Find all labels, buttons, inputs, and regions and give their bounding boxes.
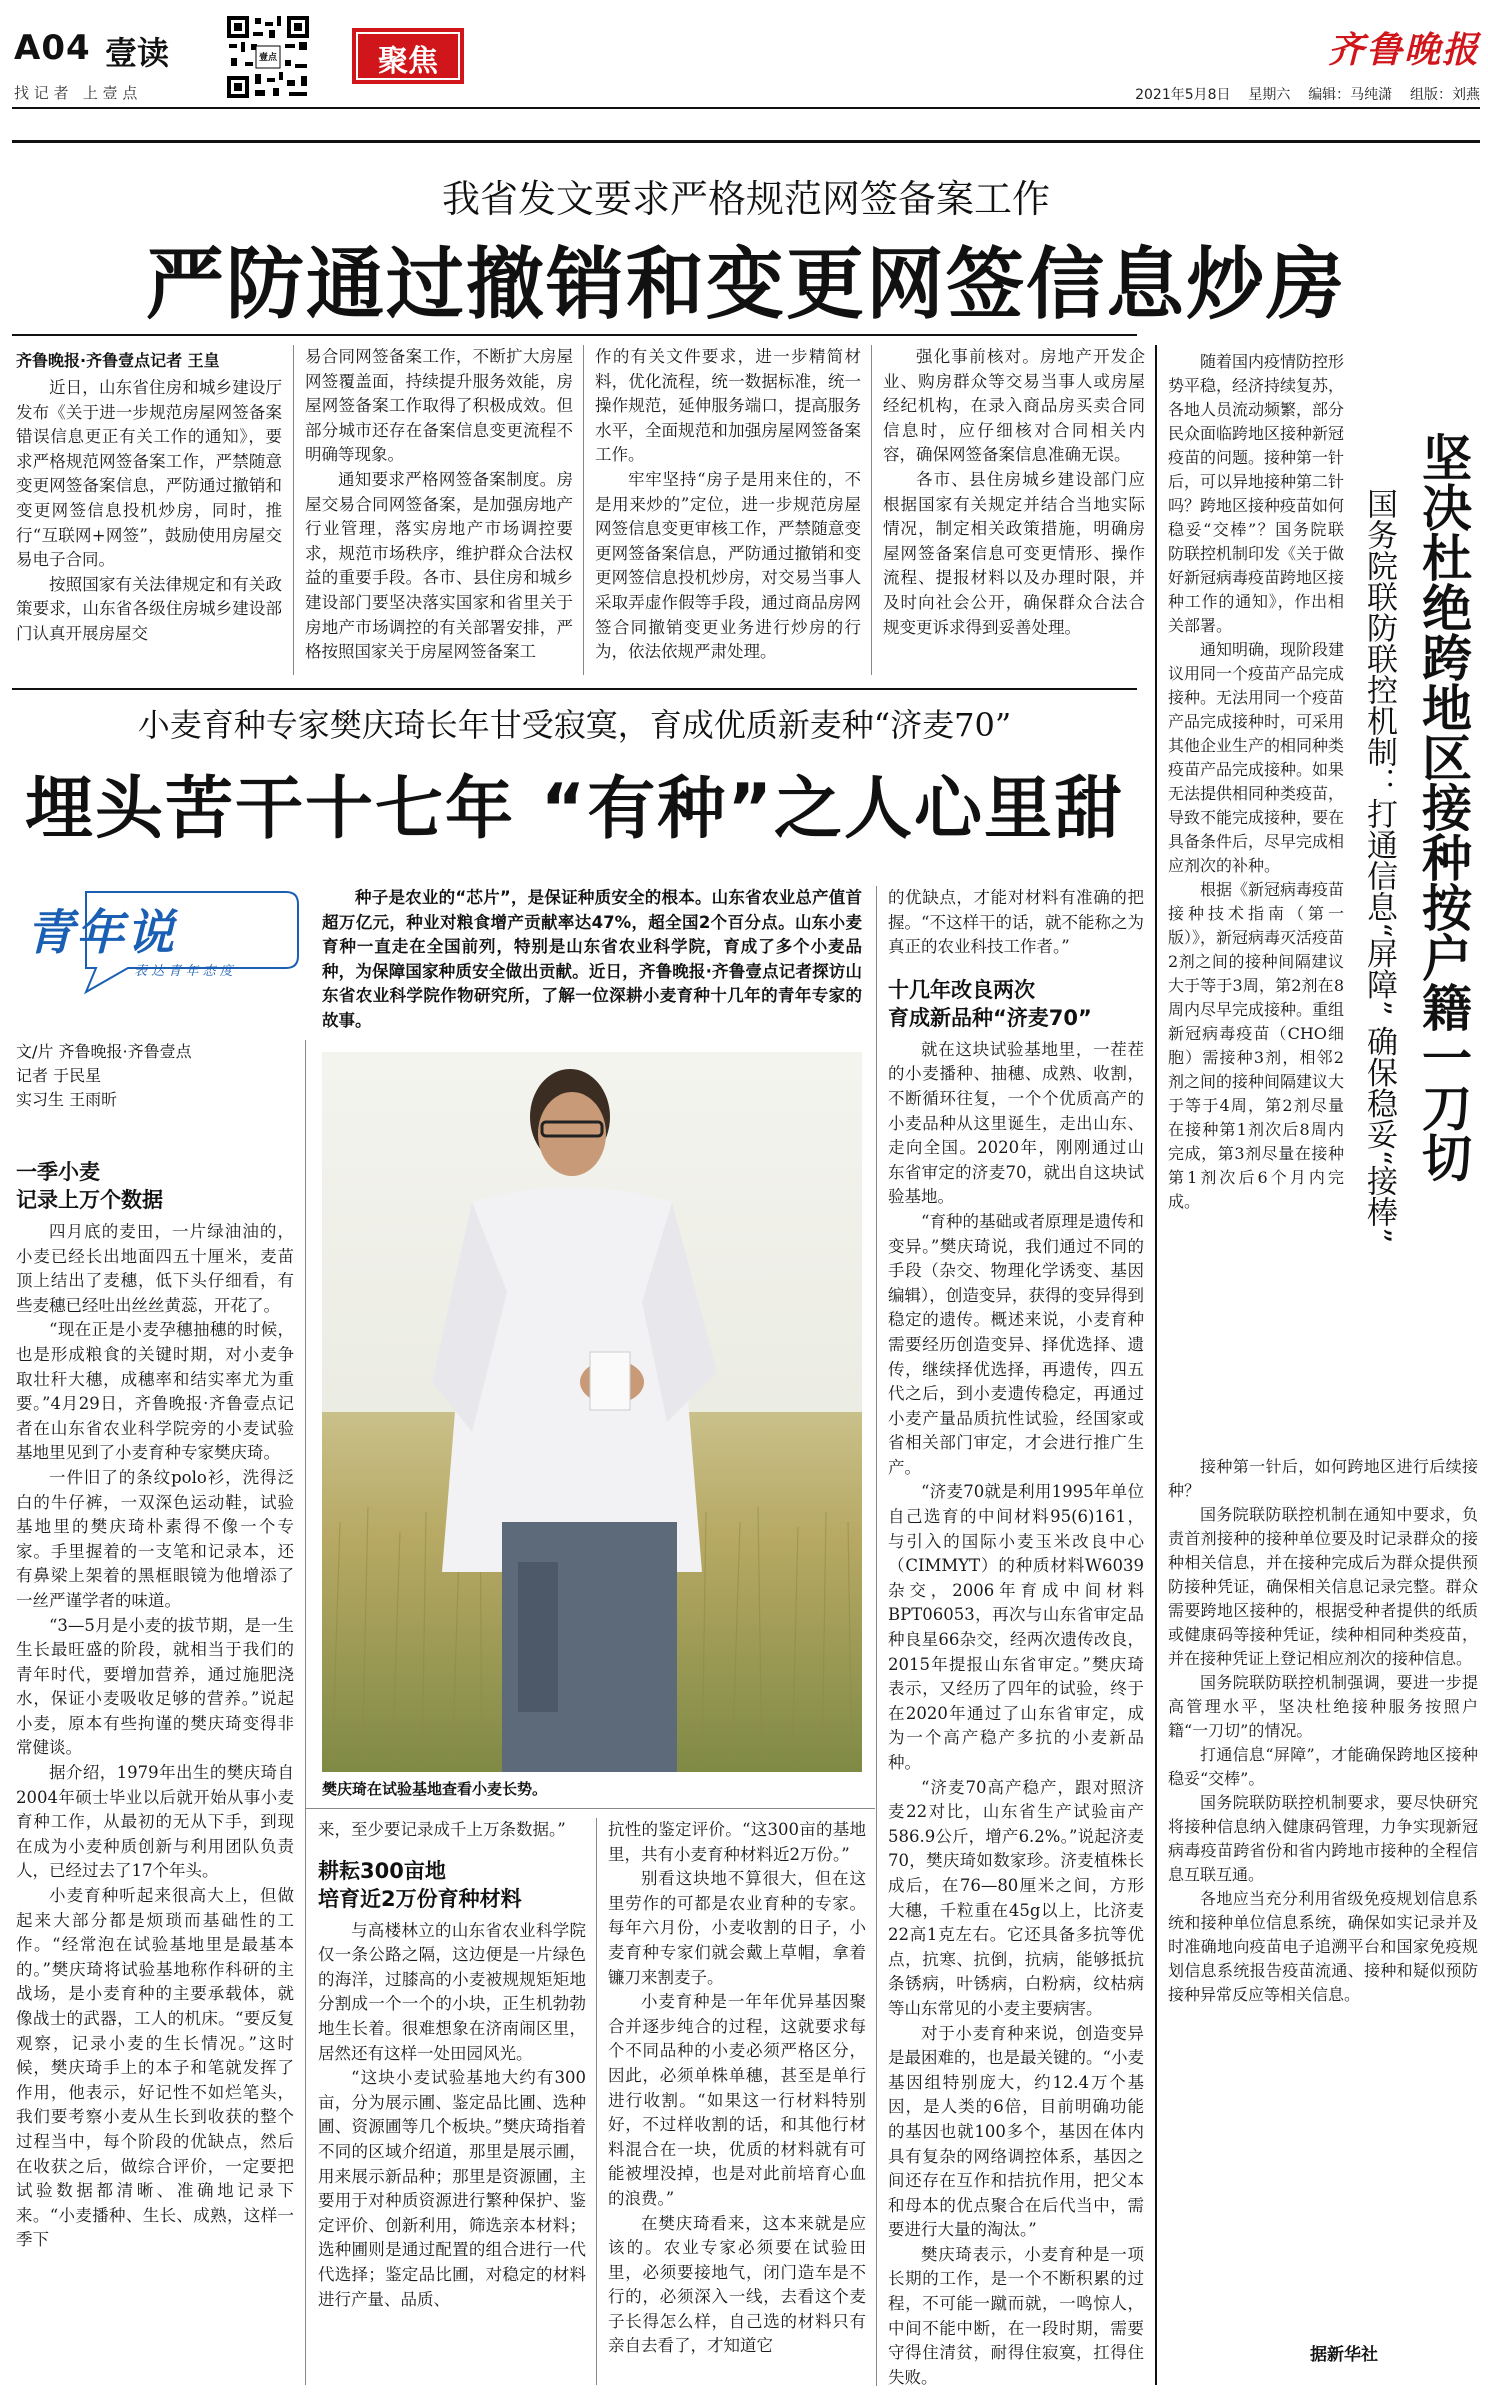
section-name: 壹读 xyxy=(105,34,170,72)
paragraph: 通知明确，现阶段建议用同一个疫苗产品完成接种。无法用同一个疫苗产品完成接种时，可采用其他企业生产的相同种类疫苗产品完成接种。如果无法提供相同种类疫苗，导致不能完成接种，要在具备条件后，尽早完成相应剂次的补种。 xyxy=(1168,640,1345,875)
credit-line: 文/片 齐鲁晚报·齐鲁壹点 xyxy=(16,1042,192,1061)
column-divider xyxy=(305,1040,306,2385)
paragraph: 抗性的鉴定评价。“这300亩的基地里，共有小麦育种材料近2万份。” xyxy=(608,1820,866,1864)
article1-col1 xyxy=(16,376,282,676)
paragraph: 四月底的麦田，一片绿油油的，小麦已经长出地面四五十厘米，麦苗顶上结出了麦穗，低下头仔细看，有些麦穗已经吐出丝丝黄蕊，开花了。 xyxy=(16,1222,294,1315)
article3-text-lower xyxy=(1168,1455,1478,2335)
article3-headline: 坚决杜绝跨地区接种按户籍一刀切 xyxy=(1414,432,1472,1182)
column-divider xyxy=(293,345,294,675)
article2-col-d xyxy=(888,886,1144,2386)
paragraph: 接种第一针后，如何跨地区进行后续接种？ xyxy=(1168,1457,1478,1500)
subhead-three: 十几年改良两次 育成新品种“济麦70” xyxy=(888,977,1092,1030)
paragraph: 打通信息“屏障”，才能确保跨地区接种稳妥“交棒”。 xyxy=(1168,1745,1478,1788)
paragraph: “育种的基础或者原理是遗传和变异。”樊庆琦说，我们通过不同的手段（杂交、物理化学诱变、基因编辑），创造变异，获得的变异得到稳定的遗传。概述来说，小麦育种需要经历创造变异、择优选择、遗传，继续择优选择，再遗传，四五代之后，到小麦遗传稳定，再通过小麦产量品质抗性试验，经国家或省相关部门审定，才会进行推广生产。 xyxy=(888,1211,1144,1477)
paragraph: 据介绍，1979年出生的樊庆琦自2004年硕士毕业以后就开始从事小麦育种工作，从最初的无从下手，到现在成为小麦种质创新与利用团队负责人，已经过去了17个年头。 xyxy=(16,1763,294,1881)
article3-left-rule xyxy=(1155,345,1157,2385)
issue-weekday: 星期六 xyxy=(1248,87,1291,103)
paragraph: 作的有关文件要求，进一步精简材料，优化流程，统一数据标准，统一操作规范，延伸服务端口，提高服务水平，全面规范和加强房屋网签备案工作。 xyxy=(595,347,861,465)
paragraph: 近日，山东省住房和城乡建设厅发布《关于进一步规范房屋网签备案错误信息更正有关工作的通知》，要求严格规范网签备案工作，严禁随意变更网签备案信息，严防通过撤销和变更网签信息投机炒房，同时，推行“互联网+网签”，鼓励使用房屋交易电子合同。 xyxy=(16,378,282,570)
photo-caption: 樊庆琦在试验基地查看小麦长势。 xyxy=(322,1780,548,1798)
paragraph: 牢牢坚持“房子是用来住的，不是用来炒的”定位，进一步规范房屋网签信息变更审核工作，严禁随意变更网签备案信息，严防通过撤销和变更网签信息投机炒房，对交易当事人采取弄虚作假等手段，通过商品房网签合同撤销变更业务进行炒房的行为，依法依规严肃处理。 xyxy=(595,469,861,662)
article2-col-a xyxy=(16,1148,294,2388)
subhead-two: 耕耘300亩地 培育近2万份育种材料 xyxy=(318,1858,522,1911)
credit-line: 实习生 王雨昕 xyxy=(16,1090,118,1109)
paragraph: 易合同网签备案工作，不断扩大房屋网签覆盖面，持续提升服务效能，房屋网签备案工作取得了积极成效。但部分城市还存在备案信息变更流程不明确等现象。 xyxy=(305,347,573,465)
youth-talk-subtitle: 表 达 青 年 态 度 xyxy=(134,964,233,979)
col-d2-text xyxy=(888,1038,1144,2387)
article1-col4 xyxy=(883,345,1145,675)
article2-credits xyxy=(16,1040,306,1112)
article1-byline: 齐鲁晚报·齐鲁壹点记者 王皇 xyxy=(16,351,220,370)
article1-kicker: 我省发文要求严格规范网签备案工作 xyxy=(441,177,1050,221)
paragraph: “现在正是小麦孕穗抽穗的时候，也是形成粮食的关键时期，对小麦争取壮秆大穗，成穗率和结实率尤为重要。”4月29日，齐鲁晚报·齐鲁壹点记者在山东省农业科学院旁的小麦试验基地里见到了小麦育种专家樊庆琦。 xyxy=(16,1320,294,1463)
masthead-rule-thick xyxy=(12,140,1480,143)
paragraph: 小麦育种听起来很高大上，但做起来大部分都是烦琐而基础性的工作。“经常泡在试验基地里是最基本的。”樊庆琦将试验基地称作科研的主战场，是小麦育种的主要承载体，就像战士的武器，工人的机床。“要反复观察，记录小麦的生长情况。”这时候，樊庆琦手上的本子和笔就发挥了作用，他表示，好记性不如烂笔头，我们要考察小麦从生长到收获的整个过程当中，每个阶段的优缺点，然后在收获之后，做综合评价，一定要把试验数据都清晰、准确地记录下来。“小麦播种、生长、成熟，这样一季下 xyxy=(16,1886,294,2250)
paragraph: 在樊庆琦看来，这本来就是应该的。农业专家必须要在试验田里，必须要接地气，闭门造车是不行的，必须深入一线，去看这个麦子长得怎么样，自己选的材料只有亲自去看了，才知道它 xyxy=(608,2213,866,2356)
photo-caption-rule xyxy=(305,1808,875,1809)
youth-talk-logo xyxy=(16,880,306,995)
issue-date: 2021年5月8日 xyxy=(1135,87,1231,103)
paragraph: 樊庆琦表示，小麦育种是一项长期的工作，是一个不断积累的过程，不可能一蹴而就，一鸣惊人，中间不能中断，在一段时期，需要守得住清贫，耐得住寂寞，扛得住失败。 xyxy=(888,2244,1144,2387)
paragraph: 小麦育种是一年年优异基因聚合并逐步纯合的过程，这就要求每个不同品种的小麦必须严格区分，因此，必须单株单穗，甚至是单行进行收割。“如果这一行材料特别好，不过样收割的话，和其他行材料混合在一块，优质的材料就有可能被埋没掉，也是对此前培育心血的浪费。” xyxy=(608,1992,866,2208)
column-divider xyxy=(871,345,872,675)
col-d1-text xyxy=(888,886,1144,960)
article1-col3 xyxy=(595,345,861,675)
section-tag-label: 聚焦 xyxy=(378,44,438,79)
column-divider xyxy=(596,1818,597,2385)
article3-text-upper xyxy=(1168,350,1344,1455)
paragraph: 国务院联防联控机制要求，要尽快研究将接种信息纳入健康码管理，力争实现新冠病毒疫苗跨省份和省内跨地市接种的全程信息互联互通。 xyxy=(1168,1793,1478,1884)
article2-top-rule xyxy=(12,688,1137,690)
newspaper-logo: 齐鲁晚报 xyxy=(1327,29,1480,71)
paragraph: 各地应当充分利用省级免疫规划信息系统和接种单位信息系统，确保如实记录并及时准确地向疫苗电子追溯平台和国家免疫规划信息系统报告疫苗流通、接种和疑似预防接种异常反应等相关信息。 xyxy=(1168,1889,1478,2004)
editor-credit: 编辑：马纯潇 xyxy=(1308,87,1393,103)
paragraph: 根据《新冠病毒疫苗接种技术指南（第一版）》，新冠病毒灭活疫苗2剂之间的接种间隔建议大于等于3周，第2剂在8周内尽早完成接种。重组新冠病毒疫苗（CHO细胞）需接种3剂，相邻2剂之间的接种间隔建议大于等于4周，第2剂尽量在接种第1剂次后8周内完成，第3剂尽量在接种第1剂次后6个月内完成。 xyxy=(1168,880,1345,1211)
paragraph: 国务院联防联控机制在通知中要求，负责首剂接种的接种单位要及时记录群众的接种相关信息，并在接种完成后为群众提供预防接种凭证，确保相关信息记录完整。群众需要跨地区接种的，根据受种者提供的纸质或健康码等接种凭证，续种相同种类疫苗，并在接种凭证上登记相应剂次的接种信息。 xyxy=(1168,1505,1478,1668)
masthead xyxy=(0,0,1488,120)
wheat-field-photo xyxy=(322,1052,862,1772)
paragraph: “这块小麦试验基地大约有300亩，分为展示圃、鉴定品比圃、选种圃、资源圃等几个板块。”樊庆琦指着不同的区域介绍道，那里是展示圃，用来展示新品种；那里是资源圃，主要用于对种质资源进行繁种保护、鉴定评价、创新利用，筛选亲本材料；选种圃则是通过配置的组合进行一代代选择；鉴定品比圃，对稳定的材料进行产量、品质、 xyxy=(318,2068,586,2309)
masthead-rule xyxy=(12,107,1480,109)
article1-rule xyxy=(12,334,1137,336)
section-tag xyxy=(352,28,464,84)
slogan: 找 记 者 上 壹 点 xyxy=(14,84,138,102)
paragraph: 别看这块地不算很大，但在这里劳作的可都是农业育种的专家。每年六月份，小麦收割的日子，小麦育种专家们就会戴上草帽，拿着镰刀来割麦子。 xyxy=(608,1869,866,1987)
article3-source: 据新华社 xyxy=(1310,2345,1378,2365)
paragraph: “3—5月是小麦的拔节期，是一生生长最旺盛的阶段，就相当于我们的青年时代，要增加营养，通过施肥浇水，保证小麦吸收足够的营养。”说起小麦，原本有些拘谨的樊庆琦变得非常健谈。 xyxy=(16,1615,294,1758)
column-divider xyxy=(583,345,584,675)
paragraph: 按照国家有关法律规定和有关政策要求，山东省各级住房城乡建设部门认真开展房屋交 xyxy=(16,574,282,643)
qr-label: 壹点 xyxy=(258,53,277,63)
paragraph: 就在这块试验基地里，一茬茬的小麦播种、抽穗、成熟、收割，不断循环往复，一个个优质高产的小麦品种从这里诞生，走出山东、走向全国。2020年，刚刚通过山东省审定的济麦70，就出自这块试验基地。 xyxy=(888,1039,1144,1207)
paragraph: 来，至少要记录成千上万条数据。” xyxy=(318,1820,566,1839)
article2-col-c xyxy=(608,1818,866,2388)
paragraph: 国务院联防联控机制强调，要进一步提高管理水平，坚决杜绝接种服务按照户籍“一刀切”的情况。 xyxy=(1168,1673,1478,1740)
paragraph: 通知要求严格网签备案制度。房屋交易合同网签备案，是加强房地产行业管理，落实房地产市场调控要求，规范市场秩序，维护群众合法权益的重要手段。各市、县住房和城乡建设部门要坚决落实国家和省里关于房地产市场调控的有关部署安排，严格按照国家关于房屋网签备案工 xyxy=(305,469,573,662)
paragraph: 对于小麦育种来说，创造变异是最困难的，也是最关键的。“小麦基因组特别庞大，约12.4万个基因，是人类的6倍，目前明确功能的基因也就100多个，基因在体内具有复杂的网络调控体系，基因之间还存在互作和拮抗作用，把父本和母本的优点聚合在后代当中，需要进行大量的淘汰。” xyxy=(888,2023,1144,2240)
col-b2-text xyxy=(318,1919,586,2339)
issue-info xyxy=(1096,84,1480,104)
col-a-text xyxy=(16,1220,294,2370)
subhead-one: 一季小麦 记录上万个数据 xyxy=(16,1160,163,1212)
article2-col-b xyxy=(318,1818,586,2388)
paragraph: 强化事前核对。房地产开发企业、购房群众等交易当事人或房屋经纪机构，在录入商品房买卖合同信息时，应仔细核对合同相关内容，确保网签备案信息准确无误。 xyxy=(883,347,1145,465)
paragraph: 各市、县住房城乡建设部门应根据国家有关规定并结合当地实际情况，制定相关政策措施，明确房屋网签备案信息可变更情形、操作流程、提报材料以及办理时限，并及时向社会公开，确保群众合法合规变更诉求得到妥善处理。 xyxy=(883,469,1145,637)
column-divider xyxy=(876,886,877,2386)
paragraph: 一件旧了的条纹polo衫，洗得泛白的牛仔裤，一双深色运动鞋，试验基地里的樊庆琦朴素得不像一个专家。手里握着的一支笔和记录本，还有鼻梁上架着的黑框眼镜为他增添了一丝严谨学者的味道。 xyxy=(16,1467,294,1610)
paragraph: “济麦70就是利用1995年单位自己选育的中间材料95(6)161，与引入的国际小麦玉米改良中心（CIMMYT）的种质材料W6039杂交，2006年育成中间材料BPT06053，再次与山东省审定品种良星66杂交，经两次遗传改良，2015年提报山东省审定。”樊庆琦表示，又经历了四年的试验，终于在2020年通过了山东省审定，成为一个高产稳产多抗的小麦新品种。 xyxy=(888,1482,1144,1772)
paragraph: 与高楼林立的山东省农业科学院仅一条公路之隔，这边便是一片绿色的海洋，过膝高的小麦被规规矩矩地分割成一个一个的小块，正生机勃勃地生长着。很难想象在济南闹区里，居然还有这样一处田园风光。 xyxy=(318,1920,586,2063)
paragraph: “济麦70高产稳产，跟对照济麦22对比，山东省生产试验亩产586.9公斤，增产6.2%。”说起济麦70，樊庆琦如数家珍。济麦植株长成后，在76—80厘米之间，方形大穗，千粒重在45g以上，比济麦22高1克左右。它还具备多抗等优点，抗寒、抗倒，抗病，能够抵抗条锈病，叶锈病，白粉病，纹枯病等山东常见的小麦主要病害。 xyxy=(888,1777,1144,2018)
youth-talk-title: 青年说 xyxy=(26,905,177,961)
article2-kicker: 小麦育种专家樊庆琦长年甘受寂寞，育成优质新麦种“济麦70” xyxy=(137,706,1012,744)
article1-col2 xyxy=(305,345,573,675)
article1-headline: 严防通过撤销和变更网签信息炒房 xyxy=(145,240,1346,330)
article2-lead: 种子是农业的“芯片”，是保证种质安全的根本。山东省农业总产值首超万亿元，种业对粮食增产贡献率达47%，超全国2个百分点。山东小麦育种一直走在全国前列，特别是山东省农业科学院，育成了多个小麦品种，为保障国家种质安全做出贡献。近日，齐鲁晚报·齐鲁壹点记者探访山东省农业科学院作物研究所，了解一位深耕小麦育种十几年的青年专家的故事。 xyxy=(322,888,862,1030)
paragraph: 的优缺点，才能对材料有准确的把握。“不这样干的话，就不能称之为真正的农业科技工作者。” xyxy=(888,888,1144,957)
page-number: A04 xyxy=(14,28,91,68)
designer-credit: 组版：刘燕 xyxy=(1410,87,1480,103)
qr-code-icon[interactable] xyxy=(225,14,311,100)
article3-subhead: 国务院联防联控机制：打通信息“屏障” 确保稳妥“接棒” xyxy=(1361,488,1397,1244)
credit-line: 记者 于民星 xyxy=(16,1066,102,1085)
article2-headline: 埋头苦干十七年 “有种”之人心里甜 xyxy=(24,770,1125,849)
paragraph: 随着国内疫情防控形势平稳，经济持续复苏，各地人员流动频繁，部分民众面临跨地区接种新冠疫苗的问题。接种第一针后，可以异地接种第二针吗？跨地区接种疫苗如何稳妥“交棒”？国务院联防联控机制印发《关于做好新冠病毒疫苗跨地区接种工作的通知》，作出相关部署。 xyxy=(1168,352,1345,635)
col-b-text xyxy=(318,1818,586,1843)
